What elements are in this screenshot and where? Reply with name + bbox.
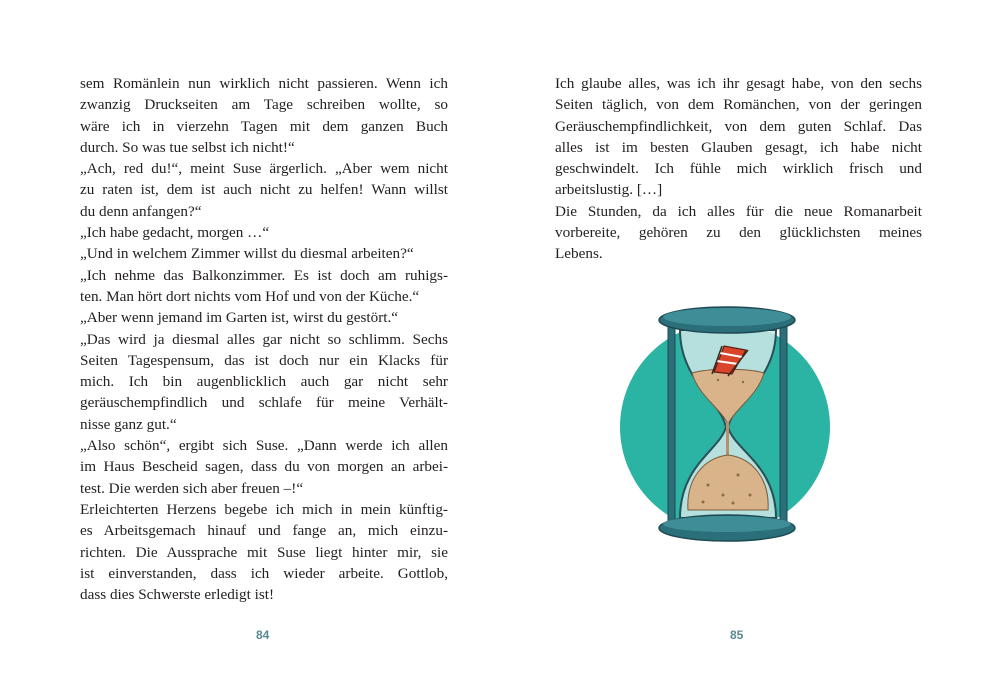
hourglass-top-cap-face (663, 308, 791, 326)
right-page-text (555, 73, 922, 265)
text-line: alles ist im besten Glauben gesagt, ich habe nicht (555, 138, 922, 156)
text-line: du denn anfangen?“ (80, 202, 202, 220)
hourglass-illustration (608, 290, 848, 560)
page-number-right: 85 (730, 628, 744, 642)
hourglass-post-left (668, 326, 675, 522)
right-page (500, 0, 1000, 679)
text-line: arbeitslustig. […] (555, 181, 663, 199)
text-line: Lebens. (555, 245, 603, 263)
text-line: Geräuschempfindlichkeit, von dem guten Schlaf. Das (555, 117, 922, 135)
text-line: sem Romänlein nun wirklich nicht passieren. Wenn ich (80, 75, 448, 92)
text-line: im Haus Bescheid sagen, dass du von morgen an arbei- (80, 458, 448, 476)
text-line: geschwindelt. Ich fühle mich wirklich frisch und (555, 160, 922, 178)
text-line: geräuschempfindlich und schlafe für meine Verhält- (80, 394, 448, 412)
text-line: ten. Man hört dort nichts vom Hof und von der Küche.“ (80, 287, 420, 305)
text-line: „Aber wenn jemand im Garten ist, wirst du gestört.“ (80, 309, 399, 327)
text-line: zu raten ist, dem ist auch nicht zu helfen! Wann willst (80, 181, 448, 199)
text-line: ist einverstanden, dass ich wieder arbeite. Gottlob, (80, 564, 448, 582)
page-number-left: 84 (256, 628, 270, 642)
text-line: richten. Die Aussprache mit Suse liegt hinter mir, sie (80, 543, 448, 561)
text-line: „Ach, red du!“, meint Suse ärgerlich. „Aber wem nicht (80, 160, 448, 178)
text-line: dass dies Schwerste erledigt ist! (80, 586, 275, 604)
text-line: Ich glaube alles, was ich ihr gesagt habe, von den sechs (555, 75, 922, 92)
hourglass-bottom-cap-face (663, 516, 791, 532)
text-line: „Und in welchem Zimmer willst du diesmal arbeiten?“ (80, 245, 414, 263)
text-line: „Also schön“, ergibt sich Suse. „Dann werde ich allen (80, 437, 448, 455)
text-line: zwanzig Druckseiten am Tage schreiben wollte, so (80, 96, 448, 114)
text-line: es Arbeitsgemach hinauf und fange an, mich einzu- (80, 522, 448, 540)
text-line: mich. Ich bin augenblicklich auch gar nicht sehr (80, 373, 448, 391)
text-line: Seiten Tagespensum, das ist doch nur ein Klacks für (80, 351, 448, 369)
text-line: „Ich nehme das Balkonzimmer. Es ist doch am ruhigs- (80, 266, 448, 284)
text-line: durch. So was tue selbst ich nicht!“ (80, 138, 295, 156)
text-line: test. Die werden sich aber freuen –!“ (80, 479, 304, 497)
text-line: Die Stunden, da ich alles für die neue Romanarbeit (555, 202, 922, 220)
text-line: vorbereite, gehören zu den glücklichsten meines (555, 224, 922, 242)
text-line: wäre ich in vierzehn Tagen mit dem ganzen Buch (80, 117, 448, 135)
hourglass-post-right (780, 326, 787, 522)
text-line: Seiten täglich, von dem Romänchen, von der geringen (555, 96, 922, 114)
text-line: nisse ganz gut.“ (80, 415, 177, 433)
text-line: „Das wird ja diesmal alles gar nicht so schlimm. Sechs (80, 330, 448, 348)
left-page-text (80, 73, 448, 605)
text-line: Erleichterten Herzens begebe ich mich in mein künftig- (80, 500, 448, 518)
text-line: „Ich habe gedacht, morgen …“ (80, 224, 270, 242)
